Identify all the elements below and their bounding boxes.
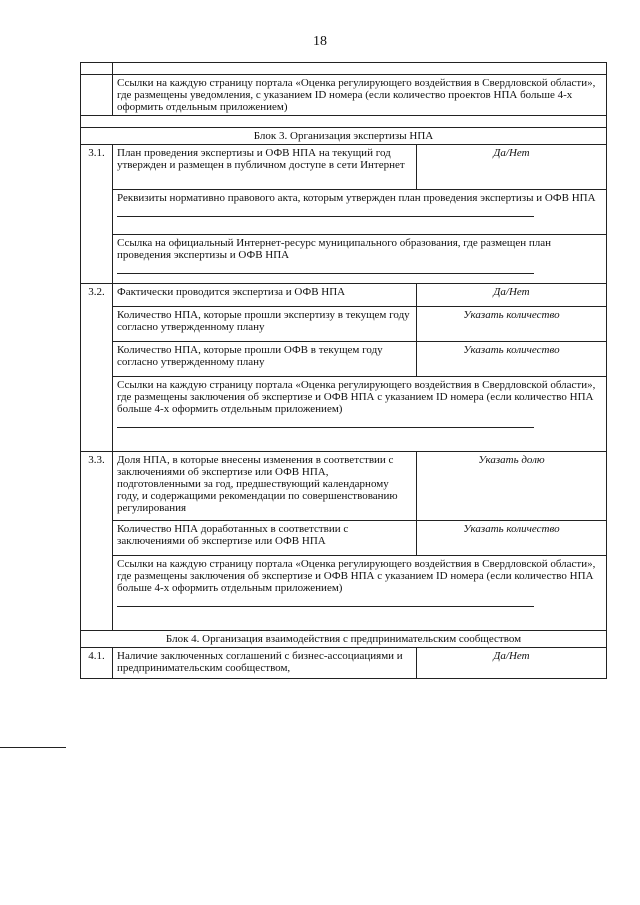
section-number: 3.2. [81, 284, 113, 452]
answer-field: Указать количество [417, 521, 607, 556]
links-text: Ссылки на каждую страницу портала «Оценка регулирующего воздействия в Свердловской области», где размещены заключения об экспертизе и ОФВ НПА с указанием ID номера (если количество НПА больше 4-х оформить отдельным приложением) [117, 379, 596, 415]
link-text: Ссылка на официальный Интернет-ресурс муниципального образования, где размещен план проведения экспертизы и ОФВ НПА [117, 237, 552, 261]
answer-field: Указать количество [417, 342, 607, 377]
assessment-table [80, 62, 607, 679]
section-text: Фактически проводится экспертиза и ОФВ НПА [113, 284, 417, 307]
table-row [81, 284, 607, 307]
table-row [81, 307, 607, 342]
section-text: Доля НПА, в которые внесены изменения в соответствии с заключениями об экспертизе или ОФВ НПА, подготовленными за год, предшествующий календарному году, и содержащими рекомендации по совершенствованию регулирования [113, 452, 417, 521]
table-row [81, 190, 607, 235]
table-row [81, 452, 607, 521]
block-header-row [81, 128, 607, 145]
table-row [81, 63, 607, 75]
fill-line [117, 596, 534, 607]
question-text: Количество НПА доработанных в соответствии с заключениями об экспертизе или ОФВ НПА [113, 521, 417, 556]
table-row [81, 556, 607, 631]
table-row [81, 145, 607, 190]
answer-field: Указать долю [417, 452, 607, 521]
table-row [81, 235, 607, 284]
section-number: 3.1. [81, 145, 113, 284]
notifications-links-text: Ссылки на каждую страницу портала «Оценка регулирующего воздействия в Свердловской области», где размещены уведомления, с указанием ID номера (если количество проектов НПА больше 4-х оформить отдельным приложением) [113, 75, 607, 116]
links-text: Ссылки на каждую страницу портала «Оценка регулирующего воздействия в Свердловской области», где размещены заключения об экспертизе и ОФВ НПА с указанием ID номера (если количество НПА больше 4-х оформить отдельным приложением) [117, 558, 596, 594]
question-text: Количество НПА, которые прошли экспертизу в текущем году согласно утвержденному плану [113, 307, 417, 342]
table-row [81, 521, 607, 556]
question-text: Количество НПА, которые прошли ОФВ в текущем году согласно утвержденному плану [113, 342, 417, 377]
section-text: Наличие заключенных соглашений с бизнес-ассоциациями и предпринимательским сообществом, [113, 648, 417, 679]
answer-field: Да/Нет [417, 284, 607, 307]
page-number: 18 [313, 34, 327, 49]
section-number: 4.1. [81, 648, 113, 679]
block-header-row [81, 631, 607, 648]
block3-title: Блок 3. Организация экспертизы НПА [81, 128, 607, 145]
answer-field: Указать количество [417, 307, 607, 342]
requisites-text: Реквизиты нормативно правового акта, которым утвержден план проведения экспертизы и ОФВ НПА [117, 192, 596, 204]
fill-line [117, 417, 534, 428]
table-row [81, 648, 607, 679]
table-row [81, 116, 607, 128]
block4-title: Блок 4. Организация взаимодействия с предпринимательским сообществом [81, 631, 607, 648]
table-row [81, 342, 607, 377]
answer-field: Да/Нет [417, 648, 607, 679]
table-row [81, 377, 607, 452]
answer-field: Да/Нет [417, 145, 607, 190]
footnote-separator [0, 747, 66, 748]
section-text: План проведения экспертизы и ОФВ НПА на текущий год утвержден и размещен в публичном доступе в сети Интернет [113, 145, 417, 190]
fill-line [117, 206, 534, 217]
table-row [81, 75, 607, 116]
fill-line [117, 263, 534, 274]
section-number: 3.3. [81, 452, 113, 631]
